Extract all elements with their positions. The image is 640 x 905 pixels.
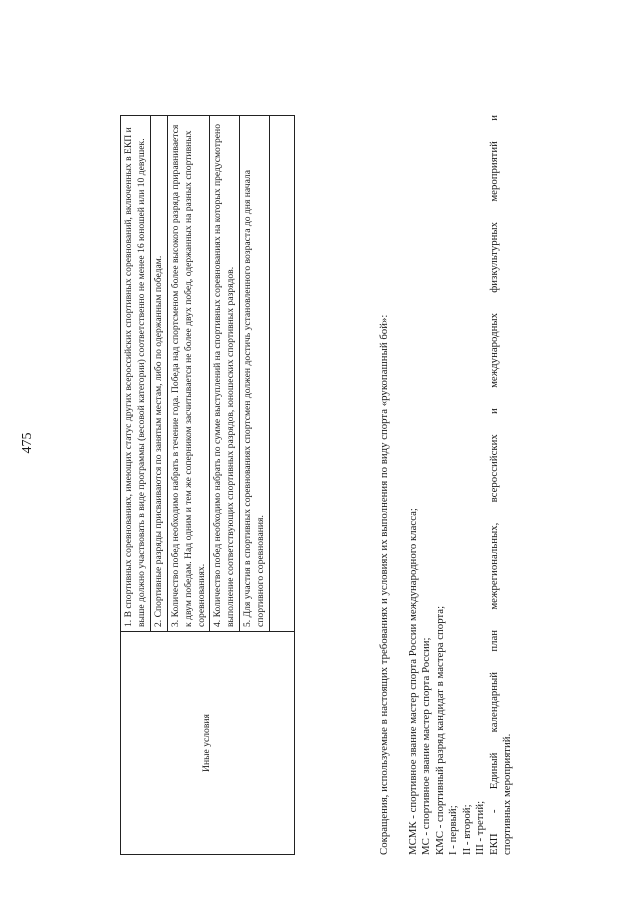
- abbreviation-item: II - второй;: [460, 804, 473, 855]
- abbreviation-item: МСМК - спортивное звание мастер спорта России международного класса;: [406, 508, 419, 855]
- abbreviation-item: I - первый;: [447, 805, 459, 855]
- condition-2: 2. Спортивные разряды присваиваются по занятым местам, либо по одержанным победам.: [150, 116, 167, 632]
- page-number: 475: [20, 432, 35, 454]
- abbreviation-item-ekp: ЕКП - Единый календарный план межрегиональных, всероссийских и международных физкультурных мероприятий и: [487, 115, 500, 855]
- conditions-table: [120, 115, 295, 855]
- abbreviations-section: [378, 115, 515, 855]
- table-row: [121, 116, 151, 855]
- condition-1: 1. В спортивных соревнованиях, имеющих статус других всероссийских спортивных соревнований, включенных в ЕКП и выше должно участвовать в виде программы (весовой категории) соответственно не менее 16 юношей или 10 девушек.: [121, 116, 151, 632]
- condition-3: 3. Количество побед необходимо набрать в течение года. Победа над спортсменом более высокого разряда приравнивается к двум победам. Над одним и тем же соперником засчитывается не более двух побед, одержанных на разных спортивных соревнованиях.: [167, 116, 210, 632]
- condition-4: 4. Количество побед необходимо набрать по сумме выступлений на спортивных соревнованиях на которых предусмотрено выполнение соответствующих спортивных разрядов, юношеских спортивных разрядов.: [210, 116, 240, 632]
- abbreviation-item-ekp-continued: спортивных мероприятий.: [501, 733, 513, 855]
- abbreviations-intro: Сокращения, используемые в настоящих требованиях и условиях их выполнения по виду спорта «рукопашный бой»:: [378, 314, 390, 855]
- abbreviation-item: КМС - спортивный разряд кандидат в мастера спорта;: [433, 605, 446, 855]
- empty-cell: [270, 116, 295, 632]
- abbreviation-item: МС - спортивное звание мастер спорта России;: [420, 637, 432, 855]
- other-conditions-label: Иные условия: [121, 632, 295, 855]
- abbreviation-item: III - третий;: [474, 800, 486, 855]
- condition-5: 5. Для участия в спортивных соревнованиях спортсмен должен достичь установленного возраста до дня начала спортивного соревнования.: [240, 116, 270, 632]
